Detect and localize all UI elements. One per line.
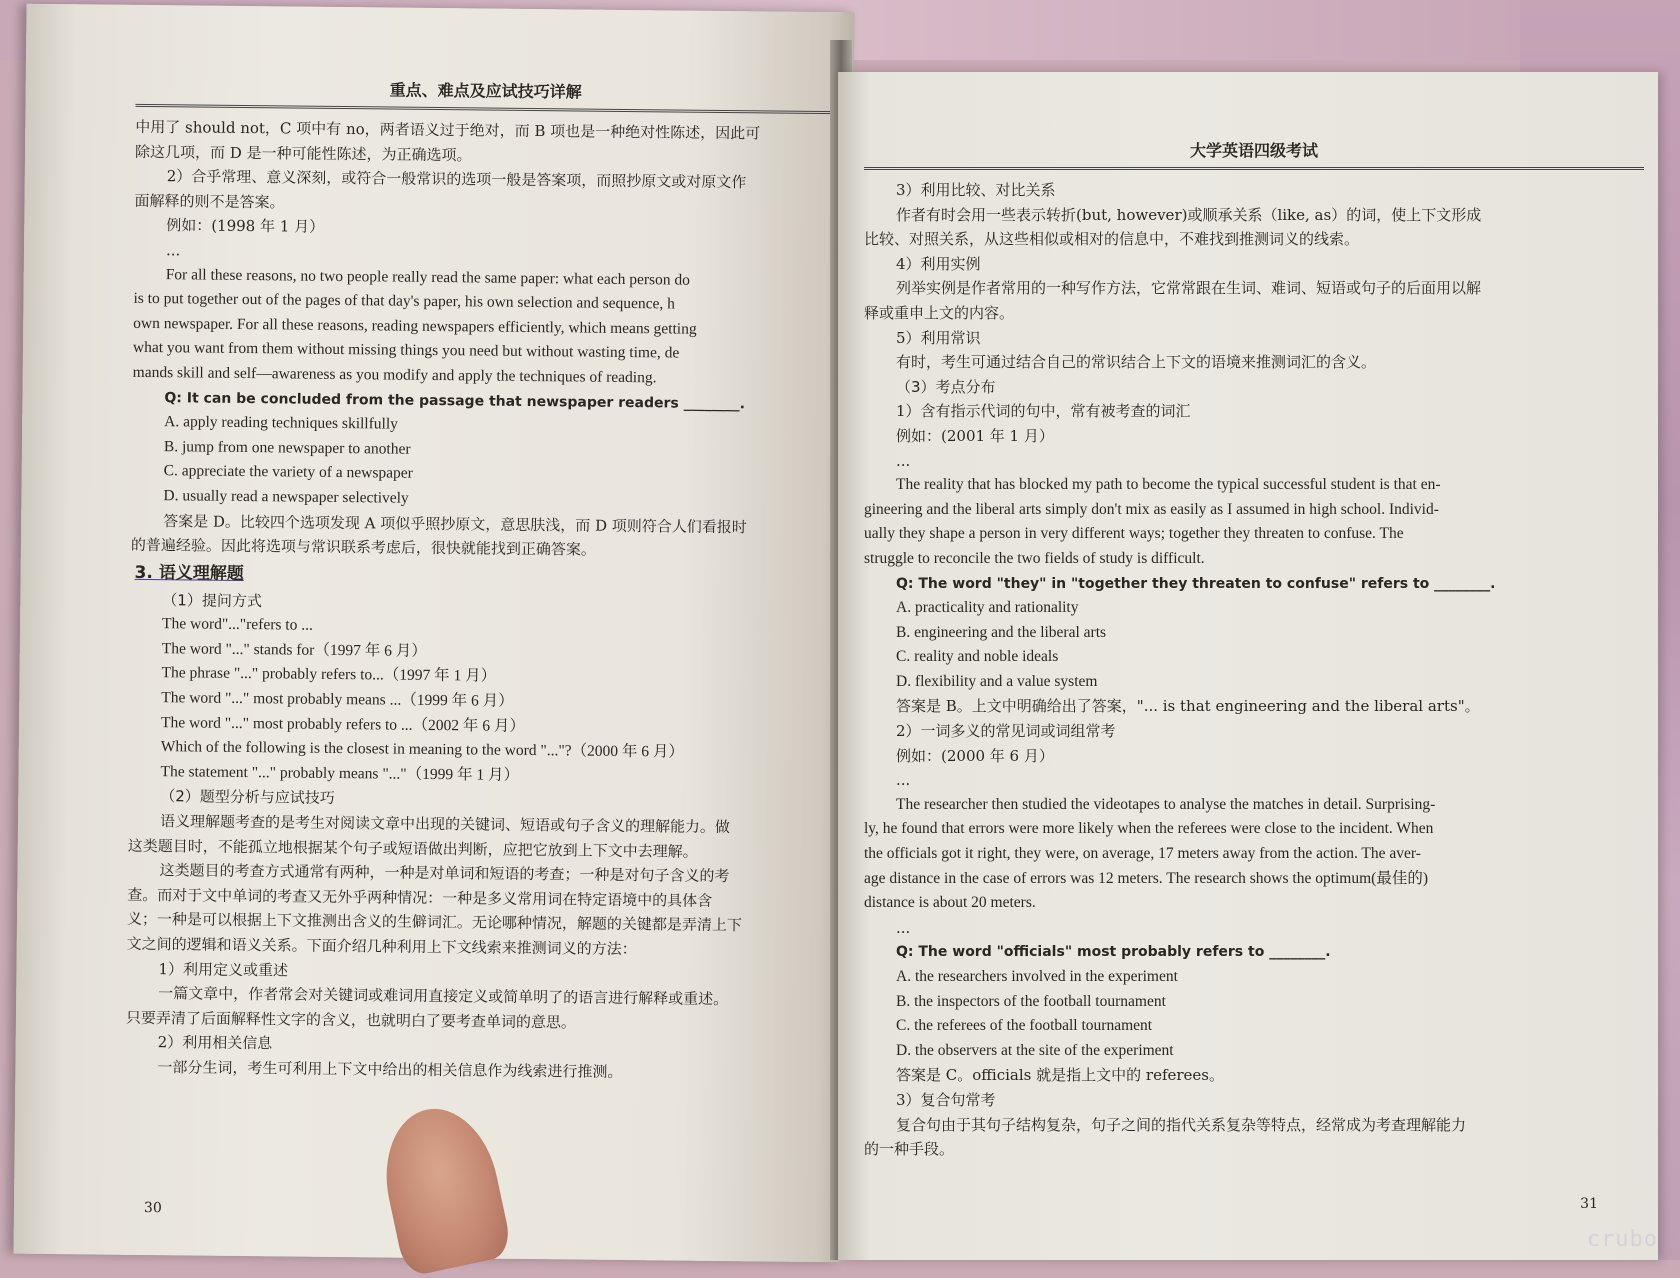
text-line: 一篇文章中，作者常会对关键词或难词用直接定义或简单明了的语言进行解释或重述。 [158, 984, 729, 1009]
question-line: Q: It can be concluded from the passage that newspaper readers ________. [164, 389, 746, 412]
option-line: A. practicality and rationality [896, 599, 1079, 617]
text-line: 2）利用相关信息 [157, 1033, 273, 1053]
text-line: 3）利用比较、对比关系 [896, 181, 1056, 199]
text-line: 例如：(1998 年 1 月） [166, 216, 325, 237]
option-line: D. flexibility and a value system [896, 672, 1098, 690]
text-line: 比较、对照关系，从这些相似或相对的信息中，不难找到推测词义的线索。 [864, 230, 1360, 249]
text-line: The reality that has blocked my path to become the typical successful student is that en- [896, 476, 1441, 494]
option-line: B. jump from one newspaper to another [163, 437, 411, 458]
text-line: 1）利用定义或重述 [158, 959, 289, 980]
text-line: gineering and the liberal arts simply don't mix as easily as I assumed in high school. Individ- [864, 500, 1439, 518]
option-line: Which of the following is the closest in meaning to the word "..."?（2000 年 6 月） [160, 738, 685, 761]
text-line: what you want from them without missing things you need but without wasting time, de [132, 339, 680, 362]
text-line: （3）考点分布 [896, 377, 996, 396]
question-line: Q: The word "they" in "together they threaten to confuse" refers to ________. [896, 575, 1496, 592]
option-line: The word"..."refers to ... [161, 615, 313, 635]
text-line: （1）提问方式 [162, 590, 262, 610]
text-line: is to put together out of the pages of that day's paper, his own selection and sequence, h [133, 289, 676, 313]
text-line: 5）利用常识 [896, 328, 981, 347]
text-line: 面解释的则不是答案。 [134, 191, 285, 212]
right-page-text [864, 178, 1644, 1162]
text-line: 义；一种是可以根据上下文推测出含义的生僻词汇。无论哪种情况，解题的关键都是弄清上下 [126, 910, 743, 935]
text-line: 的一种手段。 [864, 1140, 955, 1159]
option-line: C. appreciate the variety of a newspaper [163, 462, 413, 483]
text-line: struggle to reconcile the two fields of study is difficult. [864, 549, 1205, 567]
option-line: The statement "..." probably means "..."（1999 年 1 月） [160, 762, 520, 784]
right-page-number: 31 [1580, 1196, 1598, 1212]
text-line: 答案是 B。上文中明确给出了答案，"... is that engineering and the liberal arts"。 [896, 697, 1480, 716]
text-line: The researcher then studied the videotapes to analyse the matches in detail. Surprising- [896, 795, 1436, 813]
text-line: 只要弄清了后面解释性文字的含义，也就明白了要考查单词的意思。 [125, 1008, 577, 1032]
option-line: B. engineering and the liberal arts [896, 623, 1107, 641]
text-line: ... [896, 451, 911, 470]
text-line: 这类题目的考查方式通常有两种，一种是对单词和短语的考查；一种是对句子含义的考 [159, 861, 730, 886]
option-line: D. the observers at the site of the experiment [896, 1041, 1174, 1059]
text-line: 查。而对于文中单词的考查又无外乎两种情况：一种是多义常用词在特定语境中的具体含 [127, 885, 713, 910]
text-line: mands skill and self—awareness as you modify and apply the techniques of reading. [132, 363, 657, 387]
text-line: ly, he found that errors were more likely when the referees were close to the incident. When [864, 820, 1434, 838]
text-line: 4）利用实例 [896, 254, 981, 273]
right-page-header: 大学英语四级考试 [864, 138, 1644, 170]
option-line: The word "..." most probably means ...（1999 年 6 月） [161, 689, 514, 710]
text-line: 1）含有指示代词的句中，常有被考查的词汇 [896, 402, 1191, 421]
text-line: 作者有时会用一些表示转折(but, however)或顺承关系（like, as）的词，使上下文形成 [896, 205, 1482, 224]
text-line: For all these reasons, no two people really read the same paper: what each person do [165, 265, 691, 289]
section-heading: 3. 语义理解题 [134, 562, 244, 584]
text-line: 的普遍经验。因此将选项与常识联系考虑后，很快就能找到正确答案。 [130, 535, 596, 559]
left-page-header: 重点、难点及应试技巧详解 [135, 75, 835, 114]
left-page-number: 30 [143, 1199, 162, 1217]
option-line: The word "..." stands for（1997 年 6 月） [161, 640, 427, 660]
text-line: 文之间的逻辑和语义关系。下面介绍几种利用上下文线索来推测词义的方法： [126, 934, 637, 959]
text-line: 语义理解题考查的是考生对阅读文章中出现的关键词、短语或句子含义的理解能力。做 [159, 812, 731, 837]
text-line: ... [896, 918, 911, 937]
text-line: 答案是 D。比较四个选项发现 A 项似乎照抄原文，意思肤浅，而 D 项则符合人们看报时 [163, 511, 747, 536]
option-line: D. usually read a newspaper selectively [163, 487, 409, 507]
text-line: 中用了 should not，C 项中有 no，两者语义过于绝对，而 B 项也是一种绝对性陈述，因此可 [135, 117, 761, 143]
text-line: 释或重申上文的内容。 [864, 303, 1015, 322]
text-line: ... [165, 241, 181, 260]
text-line: 例如：(2000 年 6 月） [896, 746, 1054, 765]
text-line: 3）复合句常考 [896, 1090, 996, 1109]
watermark: crubo [1586, 1227, 1658, 1252]
text-line: the officials got it right, they were, on average, 17 meters away from the action. The aver- [864, 845, 1421, 863]
right-page-content [864, 138, 1644, 1162]
text-line: （2）题型分析与应试技巧 [160, 787, 335, 808]
right-page [838, 72, 1658, 1260]
text-line: 例如：(2001 年 1 月） [896, 426, 1054, 445]
text-line: 除这几项，而 D 是一种可能性陈述，为正确选项。 [134, 142, 472, 164]
option-line: A. apply reading techniques skillfully [164, 413, 399, 433]
left-page-content [125, 75, 835, 1087]
option-line: C. the referees of the football tournament [896, 1017, 1153, 1035]
text-line: ually they shape a person in very different ways; together they threaten to confuse. The [864, 525, 1404, 543]
text-line: 列举实例是作者常用的一种写作方法，它常常跟在生词、难词、短语或句子的后面用以解 [896, 279, 1482, 298]
text-line: distance is about 20 meters. [864, 894, 1036, 912]
text-line: 2）一词多义的常见词或词组常考 [896, 722, 1116, 741]
text-line: 有时，考生可通过结合自己的常识结合上下文的语境来推测词汇的含义。 [896, 353, 1377, 372]
option-line: A. the researchers involved in the experiment [896, 968, 1178, 985]
option-line: B. the inspectors of the football tournament [896, 992, 1166, 1010]
text-line: 答案是 C。officials 就是指上文中的 referees。 [896, 1066, 1225, 1085]
text-line: 复合句由于其句子结构复杂，句子之间的指代关系复杂等特点，经常成为考查理解能力 [896, 1115, 1467, 1134]
text-line: age distance in the case of errors was 12 meters. The research shows the optimum(最佳的) [864, 869, 1428, 887]
option-line: C. reality and noble ideals [896, 648, 1059, 666]
left-page [13, 4, 854, 1263]
text-line: 一部分生词，考生可利用上下文中给出的相关信息作为线索进行推测。 [157, 1058, 623, 1081]
option-line: The word "..." most probably refers to ...（2002 年 6 月） [160, 713, 526, 735]
left-page-text [125, 115, 835, 1087]
option-line: The phrase "..." probably refers to...（1997 年 1 月） [161, 664, 497, 686]
question-line: Q: The word "officials" most probably refers to ________. [896, 944, 1331, 961]
text-line: 这类题目时，不能孤立地根据某个句子或短语做出判断，应把它放到上下文中去理解。 [127, 836, 698, 861]
text-line: own newspaper. For all these reasons, reading newspapers efficiently, which means getting [133, 314, 697, 338]
text-line: 2）合乎常理、意义深刻，或符合一般常识的选项一般是答案项，而照抄原文或对原文作 [166, 167, 747, 192]
text-line: ... [896, 771, 911, 790]
